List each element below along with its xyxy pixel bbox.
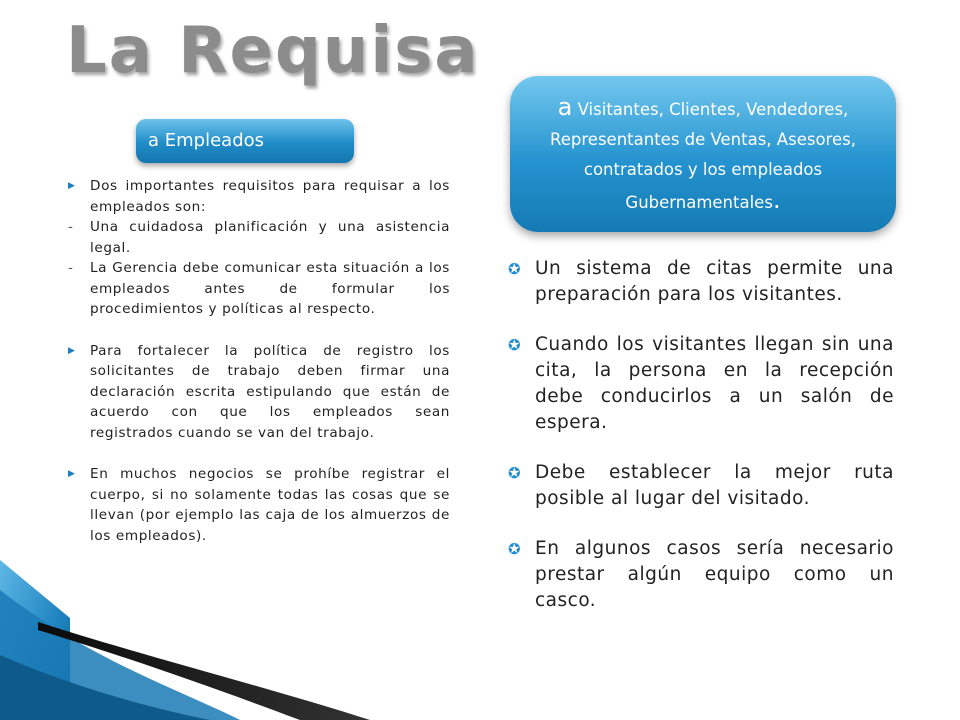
list-subitem [68,258,450,320]
dash-bullet-icon: - [68,219,74,235]
list-item [508,256,894,308]
visitors-callout [510,76,896,232]
list-item [68,341,450,444]
list-subitem [68,217,450,258]
callout-period: . [772,186,781,214]
visitor-point: En algunos casos sería necesario prestar algún equipo como un casco. [535,538,894,611]
list-item [508,332,894,436]
flower-bullet-icon: ✪ [508,464,522,482]
visitor-point: Cuando los visitantes llegan sin una cita, la persona en la recepción debe conducirlos a un salón de espera. [535,334,894,433]
callout-text: Visitantes, Clientes, Vendedores, Representantes de Ventas, Asesores, contratados y los empleados Gubernamentales [550,100,856,212]
dash-bullet-icon: - [68,260,74,276]
flower-bullet-icon: ✪ [508,336,522,354]
arrow-bullet-icon: ▶ [68,181,76,191]
flower-bullet-icon: ✪ [508,540,522,558]
visitor-point: Un sistema de citas permite una preparación para los visitantes. [535,258,894,305]
employees-label: a Empleados [136,119,354,163]
requirement-1: Una cuidadosa planificación y una asistencia legal. [90,219,450,256]
arrow-bullet-icon: ▶ [68,469,76,479]
requirement-2: La Gerencia debe comunicar esta situación a los empleados antes de formular los procedimientos y políticas al respecto. [90,260,450,317]
decorative-swoosh [0,560,960,720]
slide-title: La Requisa [66,14,480,88]
intro-text: Dos importantes requisitos para requisar a los empleados son: [90,178,450,215]
point-3: En muchos negocios se prohíbe registrar el cuerpo, si no solamente todas las cosas que se llevan (por ejemplo las caja de los almuerzos de los empleados). [90,466,450,544]
visitor-point: Debe establecer la mejor ruta posible al lugar del visitado. [535,462,894,509]
flower-bullet-icon: ✪ [508,260,522,278]
callout-prefix: a [557,93,573,121]
arrow-bullet-icon: ▶ [68,345,76,356]
list-item [68,176,450,217]
list-item [508,460,894,512]
employees-section [68,176,450,546]
list-item [68,464,450,546]
point-2: Para fortalecer la política de registro los solicitantes de trabajo deben firmar una declaración escrita estipulando que están de acuerdo con que los empleados sean registrados cuando se van del trabajo. [90,342,450,441]
